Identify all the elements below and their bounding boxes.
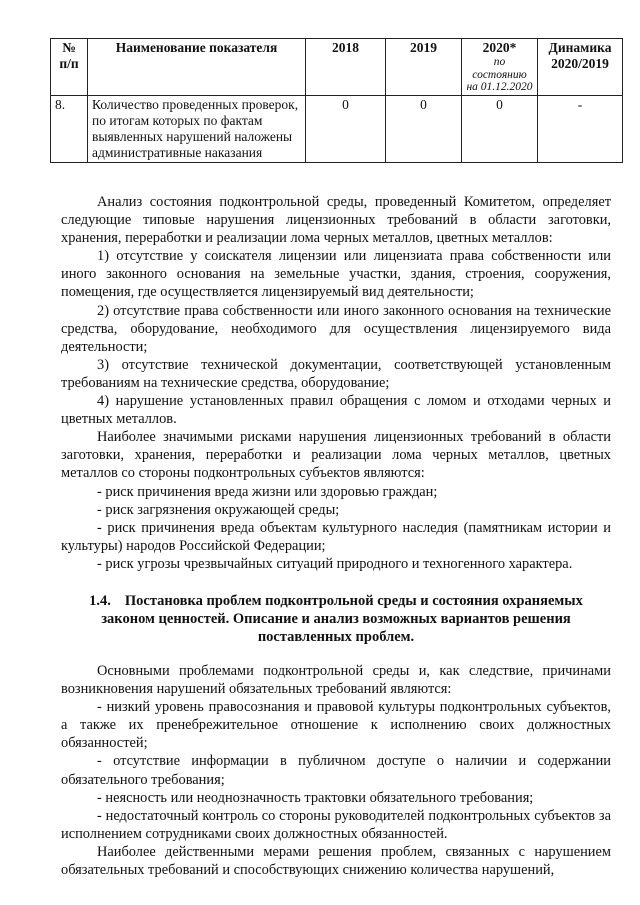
list-item: - риск причинения вреда объектам культурного наследия (памятникам истории и культуры) народов Российской Федерации; xyxy=(61,519,611,554)
list-item: 3) отсутствие технической документации, соответствующей установленным требованиям на технические средства, оборудование; xyxy=(61,356,611,391)
header-2020-year: 2020* xyxy=(482,40,517,55)
list-item: - риск причинения вреда жизни или здоровью граждан; xyxy=(97,483,438,500)
list-item: - риск угрозы чрезвычайных ситуаций природного и техногенного характера. xyxy=(97,555,573,572)
header-num: № п/п xyxy=(51,39,88,96)
list-item: - неясность или неоднозначность трактовки обязательного требования; xyxy=(97,789,534,806)
list-item: - низкий уровень правосознания и правовой культуры подконтрольных субъектов, а также их пренебрежительное отношение к исполнению своих должностных обязанностей; xyxy=(61,699,611,752)
paragraph: Анализ состояния подконтрольной среды, проведенный Комитетом, определяет следующие типовые нарушения лицензионных требований в области заготовки, хранения, переработки и реализации лома черных металлов, цветных металлов: xyxy=(61,194,611,247)
paragraph: Наиболее значимыми рисками нарушения лицензионных требований в области заготовки, хранения, переработки и реализации лома черных металлов, цветных металлов со стороны подконтрольных субъектов являются: xyxy=(61,429,611,482)
header-2020-note: по состоянию на 01.12.2020 xyxy=(466,56,533,93)
header-2018: 2018 xyxy=(306,39,386,96)
cell-name: Количество проведенных проверок, по итогам которых по фактам выявленных нарушений наложены административные наказания xyxy=(88,95,306,162)
list-item: - отсутствие информации в публичном доступе о наличии и содержании обязательного требования; xyxy=(61,753,611,788)
section-heading xyxy=(71,592,601,646)
list-item: 1) отсутствие у соискателя лицензии или лицензиата права собственности или иного законного основания на земельные участки, здания, строения, сооружения, помещения, где осуществляется лицензируемый вид деятельности; xyxy=(61,248,611,301)
indicator-table xyxy=(50,38,623,163)
cell-2020: 0 xyxy=(462,95,538,162)
document-body xyxy=(61,193,611,879)
header-2020 xyxy=(462,39,538,96)
paragraph: Наиболее действенными мерами решения проблем, связанных с нарушением обязательных требований и способствующих снижению количества нарушений, xyxy=(61,843,611,878)
list-item: 4) нарушение установленных правил обращения с ломом и отходами черных и цветных металлов. xyxy=(61,393,611,428)
cell-num: 8. xyxy=(51,95,88,162)
list-item: - риск загрязнения окружающей среды; xyxy=(97,501,340,518)
cell-dynamics: - xyxy=(538,95,623,162)
list-item: 2) отсутствие права собственности или иного законного основания на технические средства, оборудование, необходимого для осуществления лицензируемого вида деятельности; xyxy=(61,302,611,355)
header-2019: 2019 xyxy=(386,39,462,96)
paragraph: Основными проблемами подконтрольной среды и, как следствие, причинами возникновения нарушений обязательных требований являются: xyxy=(61,662,611,698)
header-dynamics: Динамика 2020/2019 xyxy=(538,39,623,96)
cell-2019: 0 xyxy=(386,95,462,162)
table-row xyxy=(51,95,623,162)
list-item: - недостаточный контроль со стороны руководителей подконтрольных субъектов за исполнением сотрудниками своих должностных обязанностей. xyxy=(61,807,611,842)
header-name: Наименование показателя xyxy=(88,39,306,96)
cell-2018: 0 xyxy=(306,95,386,162)
section-number: 1.4. xyxy=(89,592,111,609)
table-header-row xyxy=(51,39,623,96)
section-title: Постановка проблем подконтрольной среды и состояния охраняемых законом ценностей. Описание и анализ возможных вариантов решения поставленных проблем. xyxy=(101,592,583,645)
